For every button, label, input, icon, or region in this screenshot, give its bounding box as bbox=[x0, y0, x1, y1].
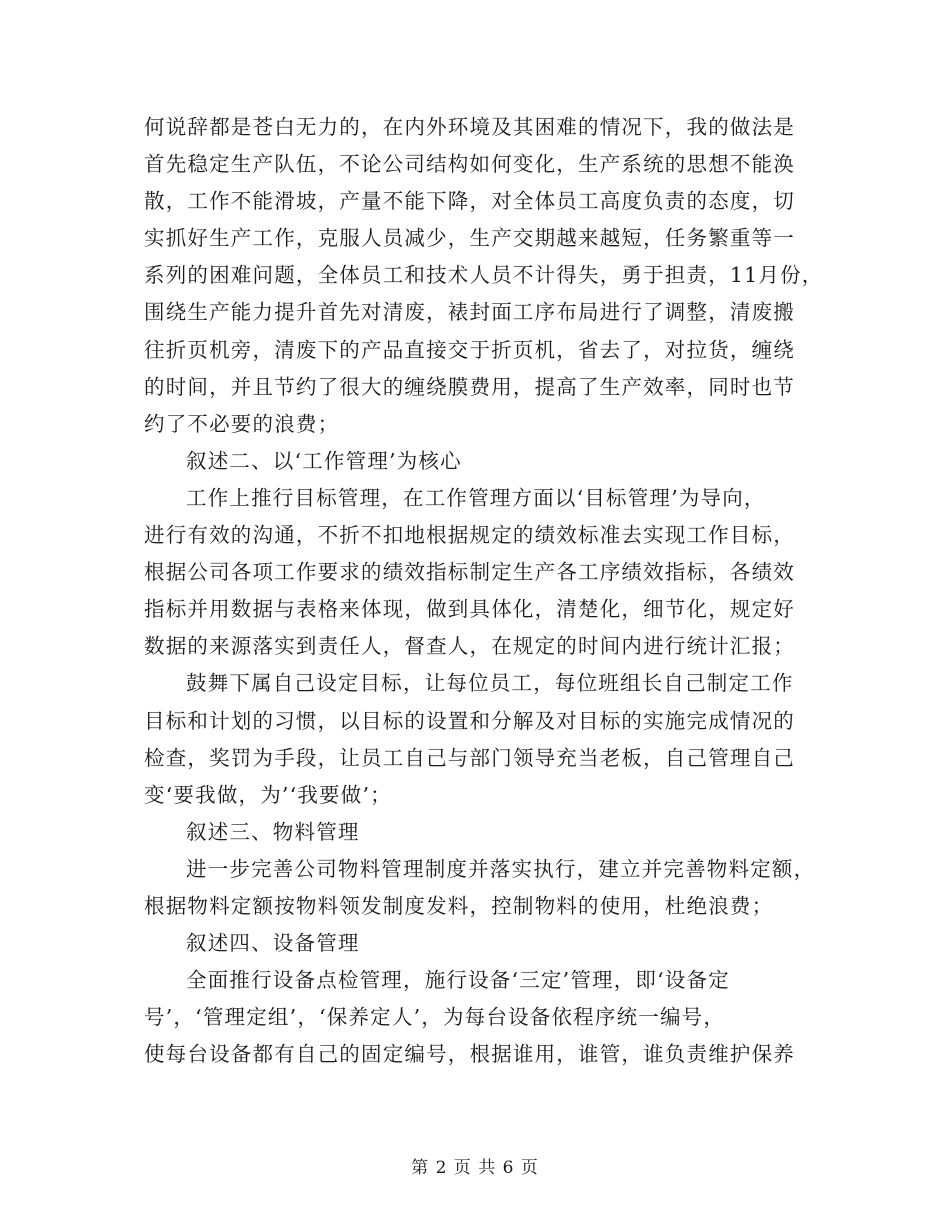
text-line: 检查，奖罚为手段，让员工自己与部门领导充当老板，自己管理自己 bbox=[144, 745, 795, 770]
page-footer: 第 2 页 共 6 页 bbox=[411, 1158, 539, 1178]
text-line: 指标并用数据与表格来体现，做到具体化，清楚化，细节化，规定好 bbox=[144, 597, 795, 622]
text-line: 号’，‘管理定组’，‘保养定人’，为每台设备依程序统一编号， bbox=[144, 1005, 726, 1030]
text-line: 使每台设备都有自己的固定编号，根据谁用，谁管，谁负责维护保养 bbox=[144, 1042, 795, 1067]
text-line: 散，工作不能滑坡，产量不能下降，对全体员工高度负责的态度，切 bbox=[144, 189, 795, 214]
section-heading: 叙述二、以‘工作管理’为核心 bbox=[186, 448, 462, 473]
text-line: 围绕生产能力提升首先对清废，裱封面工序布局进行了调整，清废搬 bbox=[144, 300, 795, 325]
text-line: 的时间，并且节约了很大的缠绕膜费用，提高了生产效率，同时也节 bbox=[144, 374, 795, 399]
section-heading: 叙述四、设备管理 bbox=[186, 931, 360, 956]
text-line: 系列的困难问题，全体员工和技术人员不计得失，勇于担责，11月份， bbox=[144, 263, 824, 288]
text-line: 工作上推行目标管理，在工作管理方面以‘目标管理’为导向， bbox=[186, 485, 766, 510]
text-line: 往折页机旁，清废下的产品直接交于折页机，省去了，对拉货，缠绕 bbox=[144, 337, 795, 362]
section-heading: 叙述三、物料管理 bbox=[186, 819, 360, 844]
text-line: 鼓舞下属自己设定目标，让每位员工，每位班组长自己制定工作 bbox=[186, 671, 794, 696]
text-line: 进行有效的沟通，不折不扣地根据规定的绩效标准去实现工作目标， bbox=[144, 523, 795, 548]
text-line: 根据物料定额按物料领发制度发料，控制物料的使用，杜绝浪费； bbox=[144, 893, 774, 918]
body-text bbox=[144, 109, 824, 1073]
text-line: 约了不必要的浪费； bbox=[144, 411, 340, 436]
text-line: 根据公司各项工作要求的绩效指标制定生产各工序绩效指标，各绩效 bbox=[144, 560, 795, 585]
text-line: 全面推行设备点检管理，施行设备‘三定’管理，即‘设备定 bbox=[186, 968, 730, 993]
text-line: 何说辞都是苍白无力的，在内外环境及其困难的情况下，我的做法是 bbox=[144, 115, 795, 139]
text-line: 变‘要我做，为’‘我要做’； bbox=[144, 782, 392, 807]
text-line: 数据的来源落实到责任人，督查人，在规定的时间内进行统计汇报； bbox=[144, 634, 795, 659]
text-line: 进一步完善公司物料管理制度并落实执行，建立并完善物料定额， bbox=[186, 856, 816, 881]
text-line: 实抓好生产工作，克服人员减少，生产交期越来越短，任务繁重等一 bbox=[144, 226, 795, 251]
text-line: 首先稳定生产队伍，不论公司结构如何变化，生产系统的思想不能涣 bbox=[144, 152, 795, 177]
text-line: 目标和计划的习惯，以目标的设置和分解及对目标的实施完成情况的 bbox=[144, 708, 795, 733]
